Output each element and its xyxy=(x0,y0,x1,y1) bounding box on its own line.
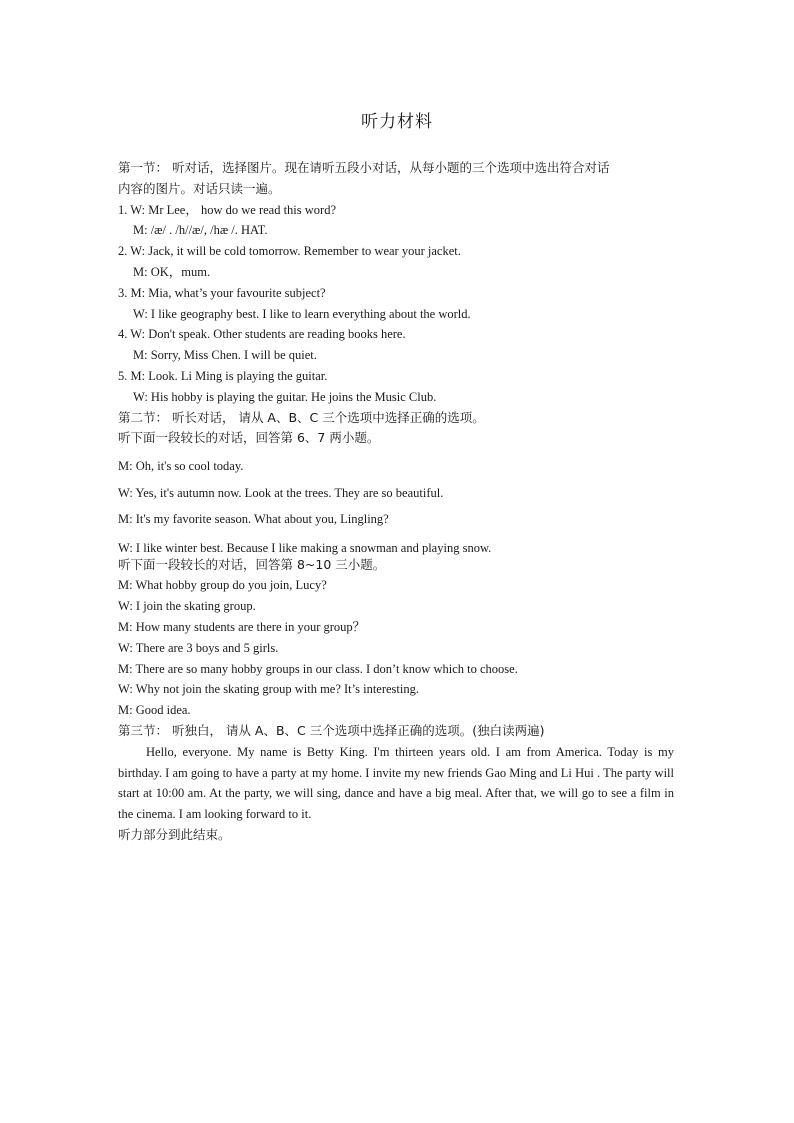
dialog-line: W: I like winter best. Because I like making a snowman and playing snow. xyxy=(118,540,492,555)
dialog-line: W: I like geography best. I like to learn everything about the world. xyxy=(133,306,471,321)
dialog-line: 1. W: Mr Lee， how do we read this word? xyxy=(118,202,336,217)
monologue-paragraph: Hello, everyone. My name is Betty King. I'm thirteen years old. I am from America. Today is my birthday. I am going to have a party at my home. I invite my new friends Gao Ming and Li Hui . The party will start at 10:00 am. At the party, we will sing, dance and have a big meal. After that, we will go to see a film in the cinema. I am looking forward to it. xyxy=(118,744,674,822)
section1-heading: 第一节： 听对话，选择图片。现在请听五段小对话，从每小题的三个选项中选出符合对话 xyxy=(118,160,610,175)
dialog-line: W: There are 3 boys and 5 girls. xyxy=(118,640,279,655)
dialog-line: W: Why not join the skating group with me? It’s interesting. xyxy=(118,682,419,697)
dialog-line: M: /æ/ . /h//æ/, /hæ /. HAT. xyxy=(133,223,268,238)
dialog-line: M: Sorry, Miss Chen. I will be quiet. xyxy=(133,348,317,363)
dialog-line: 4. W: Don't speak. Other students are reading books here. xyxy=(118,327,406,342)
dialog-line: M: How many students are there in your group？ xyxy=(118,620,366,635)
ending-note: 听力部分到此结束。 xyxy=(118,827,231,843)
dialog-line: 3. M: Mia, what’s your favourite subject? xyxy=(118,285,326,300)
dialog-line: 2. W: Jack, it will be cold tomorrow. Remember to wear your jacket. xyxy=(118,244,461,259)
dialog-line: M: Good idea. xyxy=(118,703,191,718)
dialog-line: M: It's my favorite season. What about you, Lingling? xyxy=(118,512,389,527)
dialog1-intro: 听下面一段较长的对话，回答第 6、7 两小题。 xyxy=(118,430,380,446)
dialog-line: W: His hobby is playing the guitar. He joins the Music Club. xyxy=(133,389,437,404)
section1-heading-cont: 内容的图片。对话只读一遍。 xyxy=(118,180,281,196)
section3-heading: 第三节： 听独白， 请从 A、B、C 三个选项中选择正确的选项。(独白读两遍) xyxy=(118,723,545,739)
dialog-line: 5. M: Look. Li Ming is playing the guitar. xyxy=(118,368,328,383)
dialog-line: M: There are so many hobby groups in our class. I don’t know which to choose. xyxy=(118,661,518,676)
dialog-line: W: Yes, it's autumn now. Look at the trees. They are so beautiful. xyxy=(118,485,444,500)
dialog-line: M: OK，mum. xyxy=(133,264,211,279)
dialog2-intro: 听下面一段较长的对话，回答第 8~10 三小题。 xyxy=(118,556,386,572)
dialog-line: W: I join the skating group. xyxy=(118,599,256,614)
section2-heading: 第二节： 听长对话， 请从 A、B、C 三个选项中选择正确的选项。 xyxy=(118,409,485,425)
dialog-line: M: Oh, it's so cool today. xyxy=(118,459,244,474)
dialog-line: M: What hobby group do you join, Lucy? xyxy=(118,578,327,593)
document-body xyxy=(118,158,678,846)
page-title: 听力材料 xyxy=(361,112,433,132)
